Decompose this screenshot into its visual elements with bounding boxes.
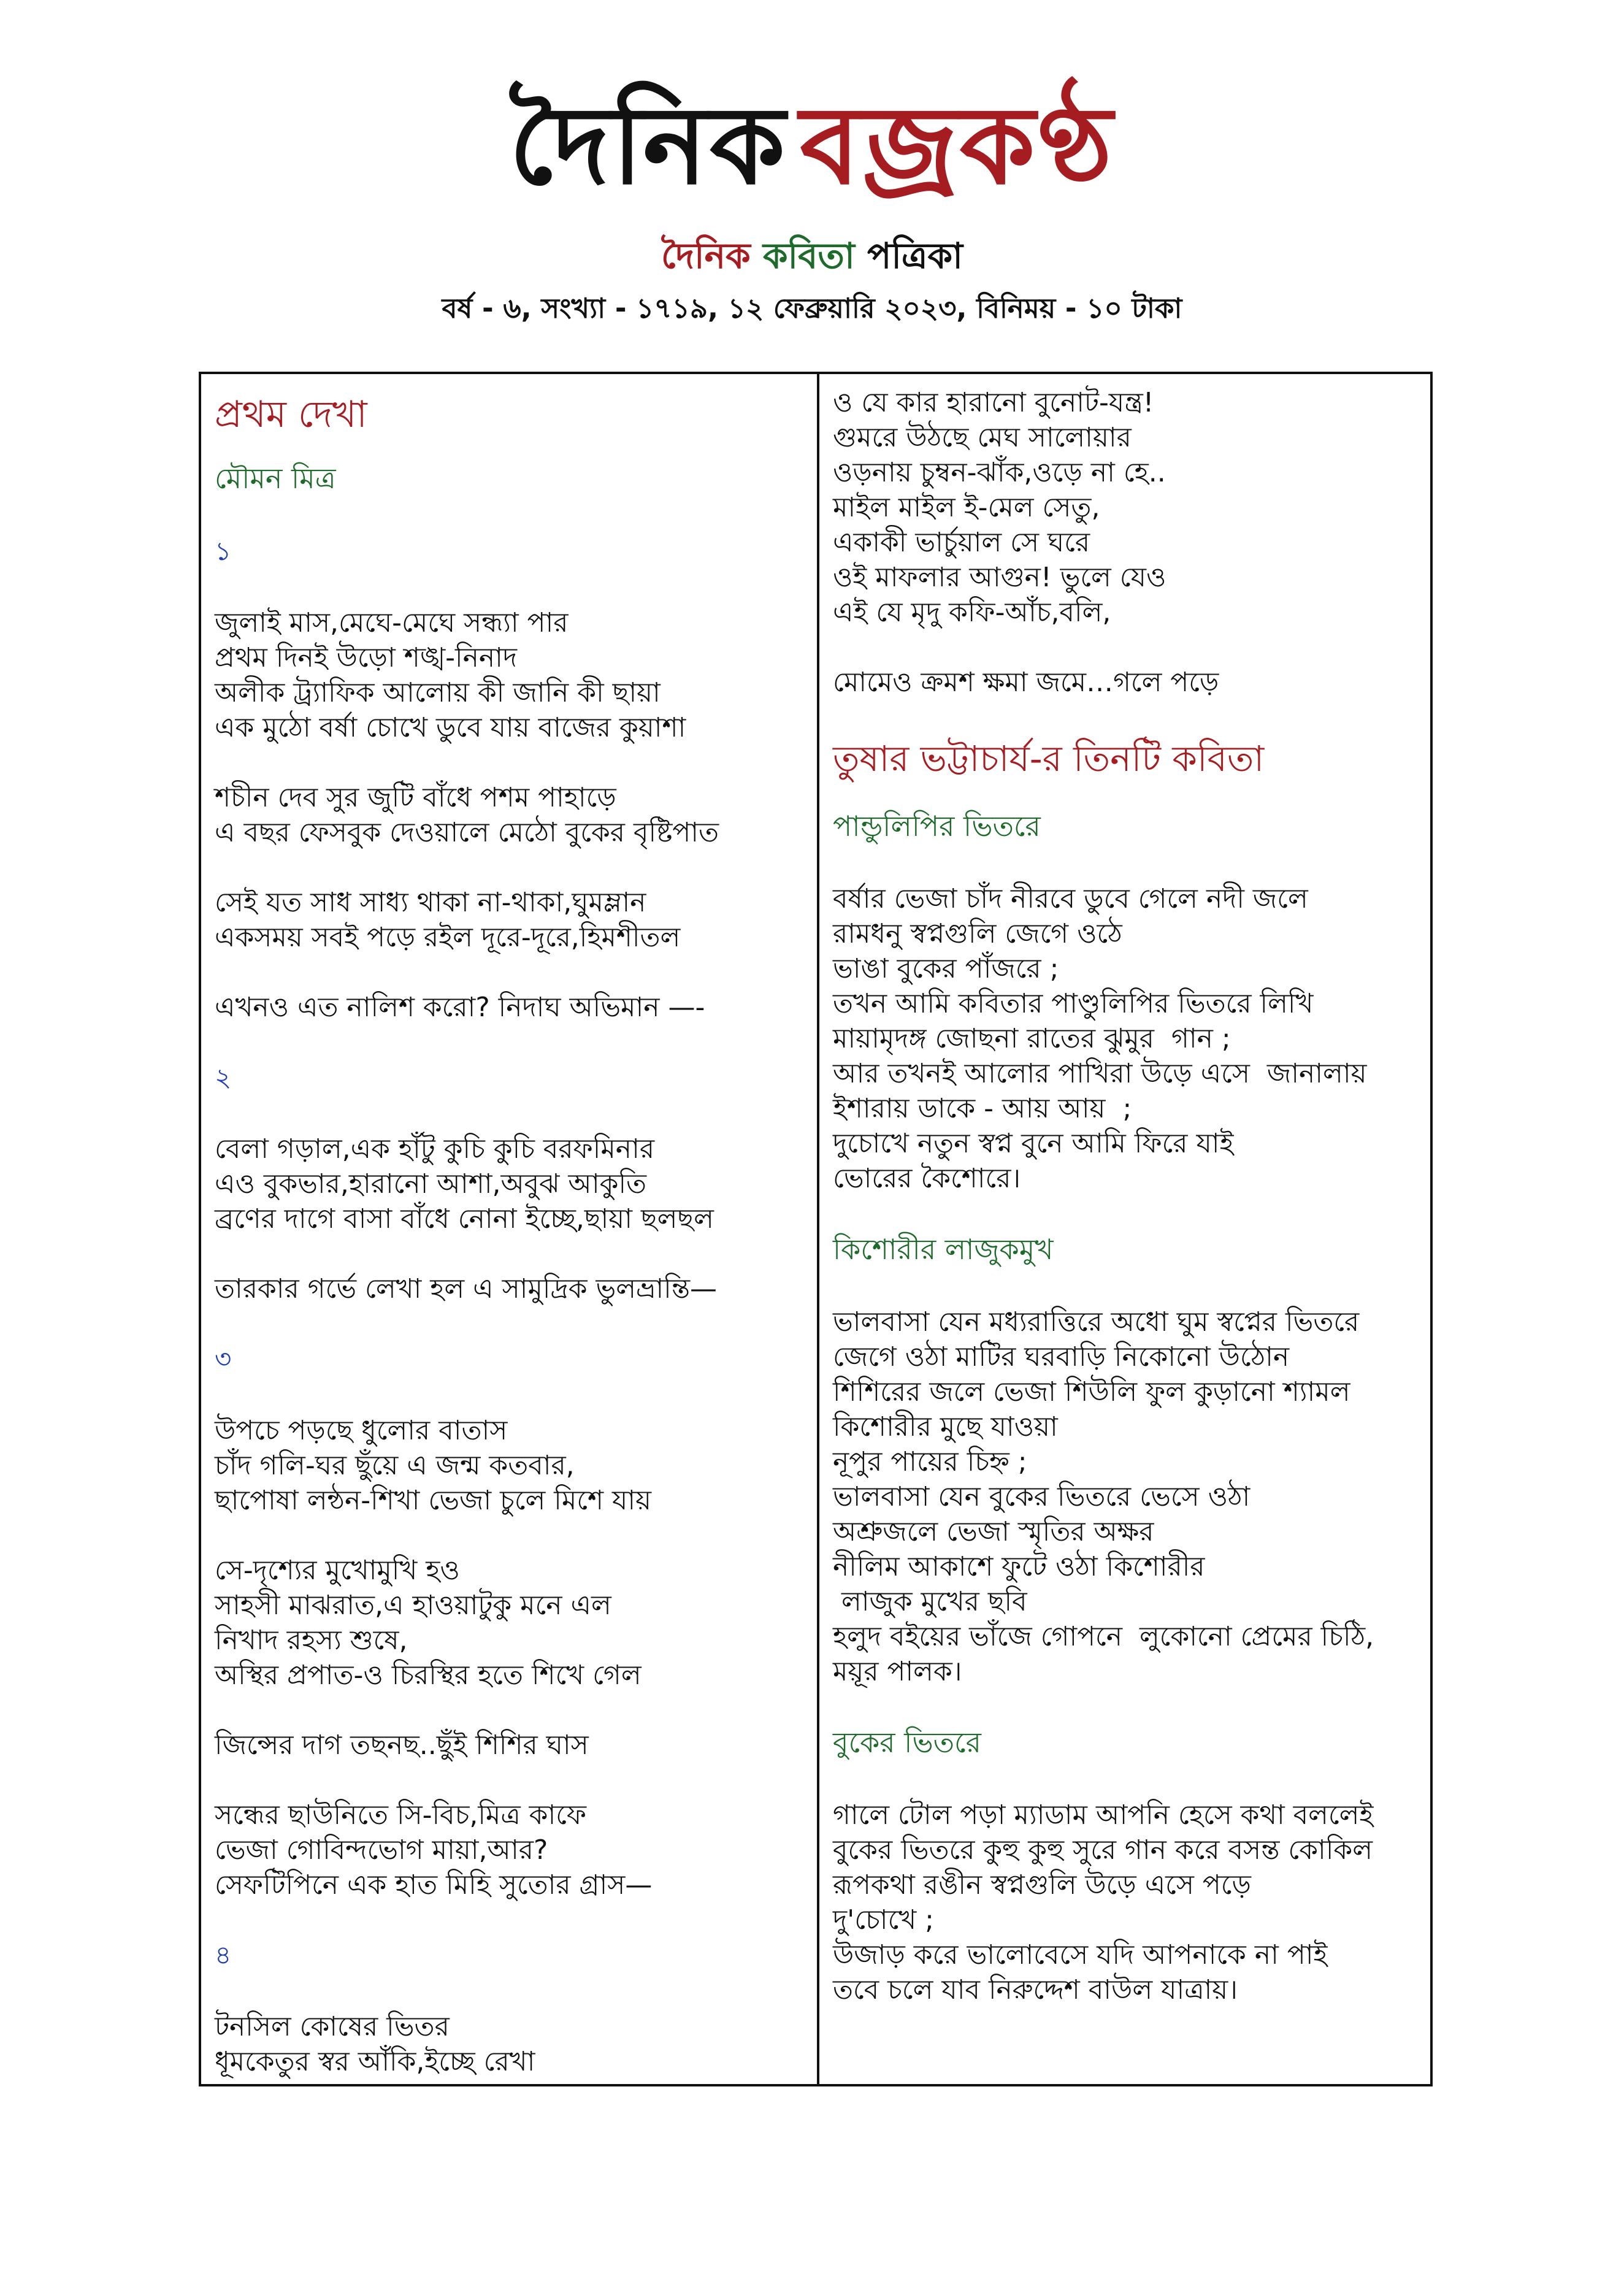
- poem-line: হলুদ বইয়ের ভাঁজে গোপনে লুকোনো প্রেমের চিঠি,: [833, 1621, 1374, 1652]
- poem-line: প্রথম দিনই উড়ো শঙ্খ-নিনাদ: [215, 642, 518, 673]
- poem-line: শিশিরের জলে ভেজা শিউলি ফুল কুড়ানো শ্যামল: [833, 1376, 1350, 1408]
- stanza-gap: [215, 1025, 817, 1060]
- poem-line: দু'চোখে ;: [833, 1904, 934, 1936]
- poem-line: এ বছর ফেসবুক দেওয়ালে মেঠো বুকের বৃষ্টিপাত: [215, 817, 719, 848]
- poem-line: গুমরে উঠছে মেঘ সালোয়ার: [833, 422, 1132, 453]
- poem-line: আর তখনই আলোর পাখিরা উড়ে এসে জানালায়: [833, 1058, 1367, 1089]
- masthead: [0, 83, 1624, 209]
- poem-line: মোমেও ক্রমশ ক্ষমা জমে…গলে পড়ে: [833, 667, 1219, 698]
- stanza-gap: [215, 1518, 817, 1553]
- poem-line: নীলিম আকাশে ফুটে ওঠা কিশোরীর: [833, 1551, 1205, 1582]
- stanza-gap: [215, 1902, 817, 1937]
- poem-line: জুলাই মাস,মেঘে-মেঘে সন্ধ্যা পার: [215, 607, 569, 638]
- poem-line: বর্ষার ভেজা চাঁদ নীরবে ডুবে গেলে নদী জলে: [833, 883, 1308, 914]
- stanza-gap: [215, 955, 817, 990]
- section-number: ২: [215, 1062, 232, 1092]
- stanza-gap: [215, 850, 817, 885]
- poem-line: অশ্রুজলে ভেজা স্মৃতির অক্ষর: [833, 1516, 1154, 1547]
- poem-line: ওই মাফলার আগুন! ভুলে যেও: [833, 562, 1166, 593]
- poem-line: লাজুক মুখের ছবি: [833, 1586, 1027, 1617]
- collection-title: তুষার ভট্টাচার্য-র তিনটি কবিতা: [833, 738, 1265, 780]
- poem-line: জিন্সের দাগ তছনছ..ছুঁই শিশির ঘাস: [215, 1730, 589, 1761]
- poem-line: ব্রণের দাগে বাসা বাঁধে নোনা ইচ্ছে,ছায়া ছলছল: [215, 1203, 714, 1235]
- poem-author: মৌমন মিত্র: [215, 462, 336, 495]
- poem-line: কিশোরীর মুছে যাওয়া: [833, 1411, 1058, 1443]
- poem-line: সন্ধের ছাউনিতে সি-বিচ,মিত্র কাফে: [215, 1799, 587, 1831]
- poem-line: বুকের ভিতরে কুহু কুহু সুরে গান করে বসন্ত কোকিল: [833, 1834, 1373, 1866]
- poem-line: তবে চলে যাব নিরুদ্দেশ বাউল যাত্রায়।: [833, 1974, 1238, 2006]
- poem-line: অলীক ট্র্যাফিক আলোয় কী জানি কী ছায়া: [215, 677, 661, 708]
- poem-line: ভোরের কৈশোরে।: [833, 1163, 1021, 1194]
- poem-line: সেই যত সাধ সাধ্য থাকা না-থাকা,ঘুমম্লান: [215, 887, 646, 918]
- poem-line: মায়ামৃদঙ্গ জোছনা রাতের ঝুমুর গান ;: [833, 1023, 1231, 1054]
- poem-line: ছাপোষা লন্ঠন-শিখা ভেজা চুলে মিশে যায়: [215, 1485, 652, 1516]
- section-number: ১: [215, 536, 232, 566]
- poem-line: বেলা গড়াল,এক হাঁটু কুচি কুচি বরফমিনার: [215, 1133, 655, 1165]
- stanza-gap: [215, 1763, 817, 1798]
- logo-word-2: বজ্রকণ্ঠ: [800, 83, 1115, 209]
- section-number: ৩: [215, 1344, 232, 1374]
- poem-subtitle: কিশোরীর লাজুকমুখ: [833, 1233, 1054, 1266]
- poem-line: রূপকথা রঙীন স্বপ্নগুলি উড়ে এসে পড়ে: [833, 1869, 1251, 1901]
- poem-line: ভালবাসা যেন মধ্যরাত্তিরে অধো ঘুম স্বপ্নের ভিতরে: [833, 1306, 1360, 1338]
- poem-line: সে-দৃশ্যের মুখোমুখি হও: [215, 1555, 460, 1586]
- poem-line: টনসিল কোষের ভিতর: [215, 2011, 450, 2042]
- poem-line: চাঁদ গলি-ঘর ছুঁয়ে এ জন্ম কতবার,: [215, 1450, 575, 1481]
- poem-line: ওড়নায় চুম্বন-ঝাঁক,ওড়ে না হে..: [833, 457, 1166, 488]
- poem-subtitle: পান্ডুলিপির ভিতরে: [833, 810, 1041, 843]
- poem-line: মাইল মাইল ই-মেল সেতু,: [833, 492, 1100, 523]
- logo-word-1: দৈনিক: [509, 83, 788, 209]
- poem-line: ইশারায় ডাকে - আয় আয় ;: [833, 1093, 1132, 1124]
- poem-line: ধূমকেতুর স্বর আঁকি,ইচ্ছে রেখা: [215, 2046, 535, 2077]
- stanza-gap: [833, 1196, 1430, 1231]
- tagline-word-2: কবিতা: [762, 235, 855, 277]
- poem-line: ও যে কার হারানো বুনোট-যন্ত্র!: [833, 387, 1154, 418]
- poem-line: ভেজা গোবিন্দভোগ মায়া,আর?: [215, 1834, 548, 1866]
- poem-title: প্রথম দেখা: [215, 393, 367, 436]
- stanza-gap: [215, 1693, 817, 1728]
- poem-line: জেগে ওঠা মাটির ঘরবাড়ি নিকোনো উঠোন: [833, 1341, 1290, 1373]
- stanza-gap: [833, 1689, 1430, 1724]
- issue-line: বর্ষ - ৬, সংখ্যা - ১৭১৯, ১২ ফেব্রুয়ারি ২০২৩, বিনিময় - ১০ টাকা: [442, 292, 1182, 324]
- poem-line: এখনও এত নালিশ করো? নিদাঘ অভিমান —-: [215, 992, 705, 1023]
- stanza-gap: [833, 630, 1430, 665]
- poem-line: ভাঙা বুকের পাঁজরে ;: [833, 953, 1059, 984]
- poem-line: ভালবাসা যেন বুকের ভিতরে ভেসে ওঠা: [833, 1481, 1251, 1512]
- left-column: [201, 374, 817, 2084]
- poem-line: দুচোখে নতুন স্বপ্ন বুনে আমি ফিরে যাই: [833, 1128, 1234, 1159]
- poem-line: তারকার গর্ভে লেখা হল এ সামুদ্রিক ভুলভ্রান্তি—: [215, 1273, 718, 1305]
- poem-line: নিখাদ রহস্য শুষে,: [215, 1625, 408, 1656]
- poem-line: তখন আমি কবিতার পাণ্ডুলিপির ভিতরে লিখি: [833, 988, 1314, 1019]
- poem-line: একসময় সবই পড়ে রইল দূরে-দূরে,হিমশীতল: [215, 922, 681, 953]
- newspaper-logo: [0, 83, 1624, 209]
- poem-line: এক মুঠো বর্ষা চোখে ডুবে যায় বাজের কুয়াশা: [215, 712, 686, 743]
- tagline-word-3: পত্রিকা: [867, 235, 963, 277]
- poem-line: উজাড় করে ভালোবেসে যদি আপনাকে না পাই: [833, 1939, 1328, 1971]
- right-column: [819, 374, 1430, 2084]
- poem-line: রামধনু স্বপ্নগুলি জেগে ওঠে: [833, 918, 1122, 949]
- poem-line: এও বুকভার,হারানো আশা,অবুঝ আকুতি: [215, 1168, 647, 1200]
- tagline-word-1: দৈনিক: [661, 235, 751, 277]
- poem-line: শচীন দেব সুর জুটি বাঁধে পশম পাহাড়ে: [215, 782, 616, 813]
- poem-line: গালে টোল পড়া ম্যাডাম আপনি হেসে কথা বললেই: [833, 1799, 1374, 1831]
- poem-line: সাহসী মাঝরাত,এ হাওয়াটুকু মনে এল: [215, 1590, 611, 1621]
- section-number: ৪: [215, 1940, 232, 1970]
- poem-line: অস্থির প্রপাত-ও চিরস্থির হতে শিখে গেল: [215, 1660, 642, 1691]
- content-frame: [199, 372, 1433, 2086]
- poem-line: নূপুর পায়ের চিহ্ন ;: [833, 1446, 1027, 1477]
- poem-subtitle: বুকের ভিতরে: [833, 1726, 981, 1759]
- poem-line: সেফটিপিনে এক হাত মিহি সুতোর গ্রাস—: [215, 1869, 653, 1901]
- poem-line: উপচে পড়ছে ধুলোর বাতাস: [215, 1415, 508, 1446]
- stanza-gap: [215, 1236, 817, 1271]
- stanza-gap: [215, 1306, 817, 1341]
- poem-line: ময়ূর পালক।: [833, 1656, 962, 1687]
- poem-line: এই যে মৃদু কফি-আঁচ,বলি,: [833, 597, 1111, 628]
- stanza-gap: [215, 745, 817, 780]
- tagline: [0, 235, 1624, 278]
- poem-line: একাকী ভার্চুয়াল সে ঘরে: [833, 527, 1090, 558]
